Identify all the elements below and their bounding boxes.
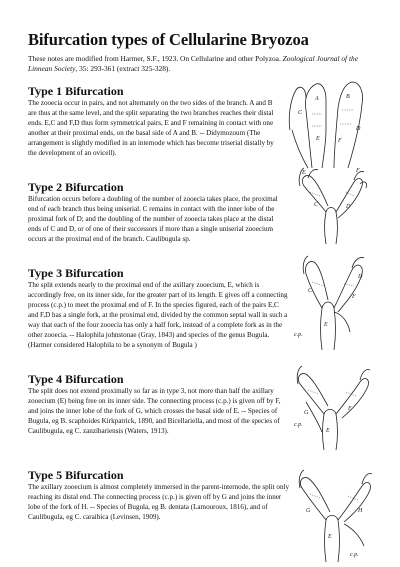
section-body-type4: The split does not extend proximally so far as in type 3, not more than half the axillary zooecium (E) being free on its inner side. The connecting process (c.p.) is given off by F, and joins the inner lobe of the fork of G, which crosses the basal side of E. -- Species of Bugula, eg B. scaphoides Kirkpatrick, 1890, and Bicellariella, and most of the species of Caulibugula, eg C. zanzibariensis (Waters, 1913). xyxy=(28,387,281,435)
intro-text-post: , 35: 293-361 (extract 325-328). xyxy=(75,64,171,73)
section-heading-type2: Type 2 Bifurcation xyxy=(28,180,124,194)
figure-type5-label-g: G xyxy=(306,508,311,514)
figure-type1-label-c: C xyxy=(298,110,303,116)
figure-type1-label-b: B xyxy=(346,94,350,100)
section-heading-type1: Type 1 Bifurcation xyxy=(28,84,124,98)
figure-type4-label-g: G xyxy=(304,410,309,416)
page-title: Bifurcation types of Cellularine Bryozoa xyxy=(28,30,309,49)
figure-type1-label-a: A xyxy=(315,96,319,102)
section-heading-type5: Type 5 Bifurcation xyxy=(28,468,124,482)
figure-type4-label-f: F xyxy=(348,406,352,412)
figure-type5 xyxy=(290,464,376,564)
figure-type1-label-e: E xyxy=(316,136,320,142)
figure-type3-label-e: E xyxy=(324,322,328,328)
figure-type2-label-d: D xyxy=(346,204,351,210)
figure-type3-label-c: C xyxy=(308,288,313,294)
figure-type2 xyxy=(290,166,370,246)
figure-type3-label-f: F xyxy=(352,294,356,300)
figure-type1-label-f: F xyxy=(338,138,342,144)
figure-type3-label-d: D xyxy=(358,274,363,280)
figure-type4 xyxy=(290,362,374,452)
figure-type3-label-cp: c.p. xyxy=(294,332,303,338)
figure-type5-label-h: H xyxy=(358,508,363,514)
section-body-type5: The axillary zooecium is almost completely immersed in the parent-internode, the split only reaching its distal end. The connecting process (c.p.) is given off by G and joins the inner lobe of the fork of H. -- Species of Bugula, eg B. dentata (Lamouroux, 1816), and of Caulibugula, eg C. caraibica (Levinsen, 1909). xyxy=(28,483,290,521)
section-heading-type4: Type 4 Bifurcation xyxy=(28,372,124,386)
figure-type1-label-d: D xyxy=(356,126,361,132)
section-heading-type3: Type 3 Bifurcation xyxy=(28,266,124,280)
figure-type4-label-cp: c.p. xyxy=(294,422,303,428)
figure-type2-label-c: C xyxy=(314,202,319,208)
figure-type4-label-e: E xyxy=(326,428,330,434)
section-body-type1: The zooecia occur in pairs, and not alternately on the two sides of the branch. A and B are thus at the same level, and the split separating the two branches reaches their distal ends. E,C and F,D thus form symmetrical pairs, E and F remaining in contact with one another at their proximal ends, on the basal side of A and B. -- Didymozoum (The arrangement is slightly modified in an internode which has become triserial distally by the development of an ovicell). xyxy=(28,99,274,157)
figure-type5-label-cp: c.p. xyxy=(350,552,359,558)
figure-type2-label-e: E xyxy=(302,170,306,176)
figure-type5-label-e: E xyxy=(328,534,332,540)
figure-type3 xyxy=(292,252,374,352)
figure-type2-label-f: F xyxy=(356,168,360,174)
section-body-type2: Bifurcation occurs before a doubling of the number of zooecia takes place, the proximal end of each branch thus being uniserial. C remains in contact with the inner lobe of the proximal fork of D; and the doubling of the number of zooecia takes place at the distal ends of C and D, or of one of their successors if more than a single uniserial zooecium occurs at the proximal end of the branch. Caulibugula sp. xyxy=(28,195,278,243)
figure-type1 xyxy=(282,70,372,170)
section-body-type3: The split extends nearly to the proximal end of the axillary zooecium, E, which is accordingly free, on its inner side, for the greater part of its length. E gives off a connecting process (c.p.) to meet the proximal end of F. In the species figured, each of the pairs E,C and F,D has a single fork, at the proximal end, divided by the common septal wall in such a way that each of the four zooecia has only a half fork, instead of a complete fork as in the other zooecia. -- Halophila johnstonae (Gray, 1843) and species of the genus Bugula. (Harmer considered Halophila to be a synonym of Bugula ) xyxy=(28,281,288,349)
intro-text-pre: These notes are modified from Harmer, S.F., 1923. On Cellularine and other Polyzoa. xyxy=(28,54,283,63)
intro-journal: Zoological Journal of the Linnean Society xyxy=(28,54,358,73)
